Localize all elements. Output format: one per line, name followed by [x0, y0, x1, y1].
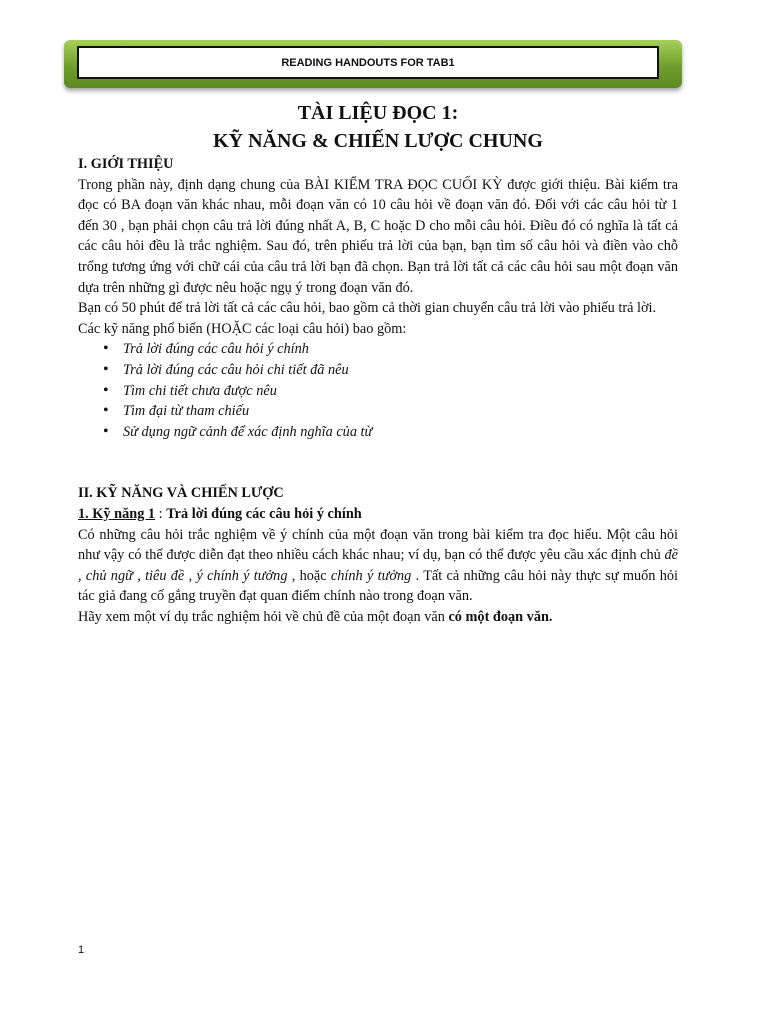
- skill-1-label: 1. Kỹ năng 1: [78, 505, 156, 522]
- skill-1-heading: [78, 504, 678, 525]
- term-main-idea-alt: chính ý tưởng: [330, 567, 412, 584]
- separator: , hoặc: [287, 567, 331, 584]
- section-1-paragraph-2: Bạn có 50 phút để trả lời tất cả các câu hỏi, bao gồm cả thời gian chuyển câu trả lời vào phiếu trả lời.: [78, 300, 657, 317]
- section-2-heading: II. KỸ NĂNG VÀ CHIẾN LƯỢC: [78, 485, 284, 502]
- list-item: • Tìm chi tiết chưa được nêu: [123, 381, 678, 402]
- spacer: [78, 442, 678, 483]
- page-number: 1: [78, 944, 85, 956]
- skills-list: [78, 339, 678, 442]
- section-2-paragraph-1: [78, 525, 678, 607]
- list-item: • Tìm đại từ tham chiếu: [123, 401, 678, 422]
- separator: ,: [132, 567, 146, 584]
- title-line-1: TÀI LIỆU ĐỌC 1:: [297, 102, 459, 124]
- term-topic: đề: [664, 547, 678, 564]
- section-1-paragraph-1: Trong phần này, định dạng chung của BÀI KIỂM TRA ĐỌC CUỐI KỲ được giới thiệu. Bài kiểm tra đọc có BA đoạn văn khác nhau, mỗi đoạn văn có 10 câu hỏi về đoạn văn đó. Đối với các câu hỏi từ 1 đến 30 , bạn phải chọn câu trả lời đúng nhất A, B, C hoặc D cho mỗi câu hỏi. Điều đó có nghĩa là tất cả các câu hỏi đều là trắc nghiệm. Sau đó, trên phiếu trả lời của bạn, bạn tìm số câu hỏi và điền vào chỗ trống tương ứng với chữ cái của câu trả lời bạn đã chọn. Bạn trả lời tất cả các câu hỏi sau một đoạn văn dựa trên những gì được nêu hoặc ngụ ý trong đoạn văn đó.: [78, 176, 678, 296]
- paragraph-text: . Tất cả những câu hỏi này thực sự muốn hỏi tác giả đang cố gắng truyền đạt quan điểm chính nào trong đoạn văn.: [78, 567, 678, 605]
- banner-label: READING HANDOUTS FOR TAB1: [281, 56, 455, 69]
- paragraph-text: Có những câu hỏi trắc nghiệm về ý chính của một đoạn văn trong bài kiểm tra đọc hiểu. Một câu hỏi như vậy có thể được diễn đạt theo nhiều cách khác nhau; ví dụ, bạn có thể được yêu cầu xác định chủ: [78, 526, 678, 564]
- document-body: [78, 154, 678, 627]
- section-2-paragraph-2: [78, 607, 678, 628]
- skill-1-separator: :: [155, 505, 167, 522]
- paragraph-text: Hãy xem một ví dụ trắc nghiệm hỏi về chủ đề của một đoạn văn: [78, 608, 449, 625]
- paragraph-bold-text: có một đoạn văn.: [448, 608, 553, 625]
- list-item: • Sử dụng ngữ cảnh để xác định nghĩa của từ: [123, 422, 678, 443]
- section-1-paragraph-3: Các kỹ năng phổ biến (HOẶC các loại câu hỏi) bao gồm:: [78, 320, 407, 337]
- separator: ,: [184, 567, 197, 584]
- list-item: • Trả lời đúng các câu hỏi chi tiết đã nêu: [123, 360, 678, 381]
- term-title: tiêu đề: [145, 567, 185, 584]
- section-1-heading: I. GIỚI THIỆU: [78, 156, 174, 172]
- skill-1-title: Trả lời đúng các câu hỏi ý chính: [166, 505, 362, 522]
- term-subject: chủ ngữ: [85, 567, 133, 584]
- list-item: • Trả lời đúng các câu hỏi ý chính: [123, 339, 678, 360]
- title-line-2: KỸ NĂNG & CHIẾN LƯỢC CHUNG: [213, 130, 543, 152]
- separator: ,: [78, 567, 86, 584]
- header-banner: [77, 46, 659, 79]
- term-main-idea: ý chính ý tưởng: [196, 567, 288, 584]
